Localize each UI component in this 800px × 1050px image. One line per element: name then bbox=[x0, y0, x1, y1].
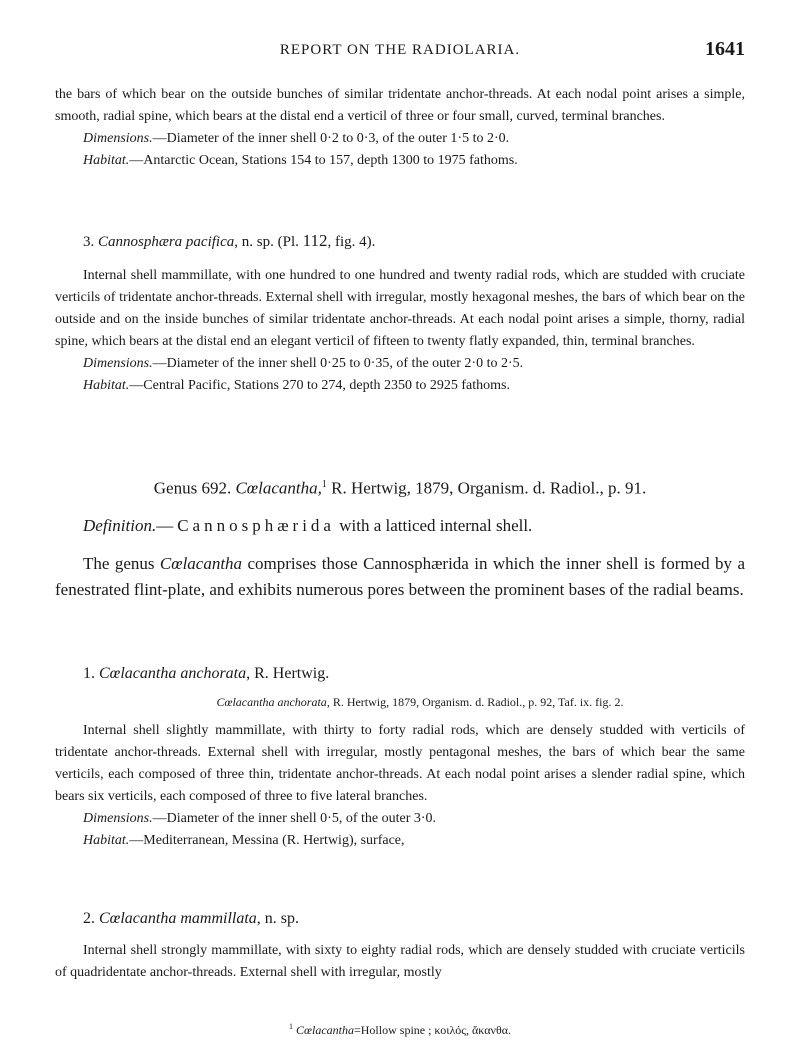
dimensions-label: Dimensions. bbox=[83, 131, 153, 146]
header-title: REPORT ON THE RADIOLARIA. bbox=[279, 42, 521, 58]
species-name: Cœlacantha mammillata bbox=[99, 910, 257, 927]
dimensions-text: —Diameter of the inner shell 0·2 to 0·3, of the outer 1·5 to 2·0. bbox=[152, 131, 510, 146]
definition-text: with a latticed internal shell. bbox=[334, 516, 533, 535]
page-number: 1641 bbox=[705, 38, 745, 60]
dimensions-text: —Diameter of the inner shell 0·25 to 0·35, of the outer 2·0 to 2·5. bbox=[152, 356, 524, 371]
dimensions-label: Dimensions. bbox=[83, 811, 153, 826]
species-heading: 1. Cœlacantha anchorata, R. Hertwig. bbox=[83, 665, 330, 682]
habitat-label: Habitat. bbox=[83, 833, 130, 848]
species-description: Internal shell slightly mammillate, with thirty to forty radial rods, which are densely studded with verticils of tridentate anchor-threads. External shell with irregular, mostly pentagonal meshes, the bars of which bear the same verticils, each composed of three thin, tridentate anchor-threads. At each nodal point arises a slender radial spine, which bears six verticils, each composed of three to five lateral branches. bbox=[55, 723, 745, 804]
species-heading: 2. Cœlacantha mammillata, n. sp. bbox=[83, 910, 300, 927]
footnote: $^1$ Cœlacantha=Hollow spine ; κοιλός, ἄκανθα. bbox=[288, 1022, 511, 1037]
definition-line bbox=[55, 513, 745, 539]
species-name: Cœlacantha anchorata bbox=[99, 665, 247, 682]
habitat-line bbox=[55, 830, 745, 852]
continuation-paragraph: the bars of which bear on the outside bunches of similar tridentate anchor-threads. At each nodal point arises a simple, smooth, radial spine, which bears at the distal end a verticil of three or four small, curved, terminal branches. bbox=[55, 87, 745, 124]
species-2-section bbox=[55, 910, 745, 984]
habitat-text: —Central Pacific, Stations 270 to 274, depth 2350 to 2925 fathoms. bbox=[129, 378, 510, 393]
dimensions-label: Dimensions. bbox=[83, 356, 153, 371]
dimensions-line bbox=[55, 128, 745, 150]
habitat-text: —Antarctic Ocean, Stations 154 to 157, depth 1300 to 1975 fathoms. bbox=[129, 153, 518, 168]
continuation-section bbox=[55, 84, 745, 172]
dimensions-text: —Diameter of the inner shell 0·5, of the outer 3·0. bbox=[152, 811, 437, 826]
species-3-section bbox=[55, 230, 745, 397]
dimensions-line bbox=[55, 808, 745, 830]
species-1-section bbox=[55, 665, 745, 852]
species-name: Cannosphæra pacifica bbox=[98, 234, 235, 250]
definition-family: —Cannosphærida bbox=[156, 516, 335, 535]
habitat-line bbox=[55, 150, 745, 172]
habitat-text: —Mediterranean, Messina (R. Hertwig), surface, bbox=[129, 833, 405, 848]
synonym-citation: Cœlacantha anchorata, R. Hertwig, 1879, Organism. d. Radiol., p. 92, Taf. ix. fig. 2. bbox=[216, 695, 624, 709]
running-header bbox=[55, 40, 745, 64]
genus-description: The genus Cœlacantha comprises those Cannosphærida in which the inner shell is formed by a fenestrated flint-plate, and exhibits numerous pores between the prominent bases of the radial beams. bbox=[55, 554, 745, 599]
genus-heading: Genus 692. Cœlacantha,$^1$ R. Hertwig, 1879, Organism. d. Radiol., p. 91. bbox=[153, 478, 647, 498]
genus-name: Cœlacantha, bbox=[235, 478, 322, 498]
habitat-label: Habitat. bbox=[83, 153, 130, 168]
species-description: Internal shell strongly mammillate, with sixty to eighty radial rods, which are densely studded with cruciate verticils of quadridentate anchor-threads. External shell with irregular, mostly bbox=[55, 943, 745, 980]
definition-label: Definition. bbox=[83, 516, 157, 535]
habitat-line bbox=[55, 375, 745, 397]
species-heading: 3. Cannosphæra pacifica, n. sp. (Pl. 112, fig. 4). bbox=[83, 231, 376, 250]
footnote-marker: 1 bbox=[321, 479, 327, 490]
habitat-label: Habitat. bbox=[83, 378, 130, 393]
dimensions-line bbox=[55, 353, 745, 375]
species-description: Internal shell mammillate, with one hundred to one hundred and twenty radial rods, which are studded with cruciate verticils of tridentate anchor-threads. External shell with irregular, mostly hexagonal meshes, the bars of which bear on the outside and on the inside bunches of similar tridentate anchor-threads. At each nodal point arises a simple, thorny, radial spine, which bears at the distal end an elegant verticil of fifteen to twenty flatly expanded, thin, terminal branches. bbox=[55, 268, 745, 349]
